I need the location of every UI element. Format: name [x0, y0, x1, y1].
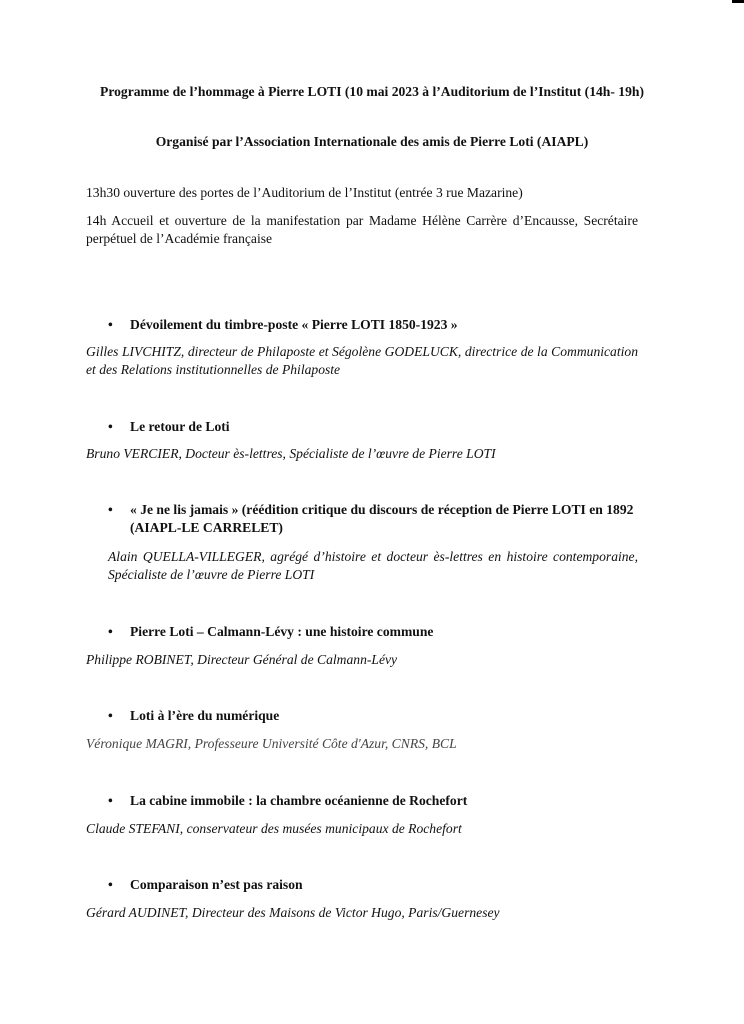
program-item-title: [108, 418, 642, 436]
bullet-icon: •: [108, 708, 113, 723]
bullet-icon: •: [108, 419, 113, 434]
bullet-icon: •: [108, 624, 113, 639]
program-item-speaker: Gérard AUDINET, Directeur des Maisons de Victor Hugo, Paris/Guernesey: [86, 905, 500, 920]
bullet-icon: •: [108, 877, 113, 892]
program-item-title: [108, 792, 642, 810]
program-item-title-text: La cabine immobile : la chambre océanienne de Rochefort: [130, 793, 468, 808]
bullet-icon: •: [108, 502, 113, 517]
bullet-icon: •: [108, 317, 113, 332]
program-item-speaker: Gilles LIVCHITZ, directeur de Philaposte et Ségolène GODELUCK, directrice de la Communication et des Relations institutionnelles de Philaposte: [86, 344, 638, 377]
program-item-title-text: Loti à l’ère du numérique: [130, 708, 280, 723]
program-item-title: [108, 707, 642, 725]
program-item-speaker: Bruno VERCIER, Docteur ès-lettres, Spécialiste de l’œuvre de Pierre LOTI: [86, 446, 496, 461]
program-item-speaker: Alain QUELLA-VILLEGER, agrégé d’histoire et docteur ès-lettres en histoire contemporaine, Spécialiste de l’œuvre de Pierre LOTI: [108, 549, 638, 582]
program-item-title-text: Pierre Loti – Calmann-Lévy : une histoire commune: [130, 624, 434, 639]
program-item-title: [108, 876, 642, 894]
program-item-title: [108, 623, 642, 641]
organizer-line: Organisé par l’Association Internationale des amis de Pierre Loti (AIAPL): [155, 134, 589, 149]
welcome-paragraph: 14h Accueil et ouverture de la manifestation par Madame Hélène Carrère d’Encausse, Secrétaire perpétuel de l’Académie française: [86, 213, 638, 246]
program-item-speaker: Claude STEFANI, conservateur des musées municipaux de Rochefort: [86, 821, 462, 836]
program-item-speaker: Véronique MAGRI, Professeure Université Côte d'Azur, CNRS, BCL: [86, 736, 457, 751]
program-item-title-text: Dévoilement du timbre-poste « Pierre LOTI 1850-1923 »: [130, 317, 458, 332]
scan-edge-mark: [732, 0, 744, 3]
bullet-icon: •: [108, 793, 113, 808]
program-item-title: [108, 501, 642, 537]
program-item-speaker: Philippe ROBINET, Directeur Général de Calmann-Lévy: [86, 652, 398, 667]
program-item-title-text: « Je ne lis jamais » (réédition critique du discours de réception de Pierre LOTI en 1892 (AIAPL-LE CARRELET): [130, 502, 634, 535]
program-title: Programme de l’hommage à Pierre LOTI (10 mai 2023 à l’Auditorium de l’Institut (14h- 19h): [100, 84, 644, 99]
program-item-title: [108, 316, 642, 334]
program-item-title-text: Comparaison n’est pas raison: [130, 877, 303, 892]
opening-time-line: 13h30 ouverture des portes de l’Auditorium de l’Institut (entrée 3 rue Mazarine): [86, 185, 523, 200]
program-item-title-text: Le retour de Loti: [130, 419, 230, 434]
